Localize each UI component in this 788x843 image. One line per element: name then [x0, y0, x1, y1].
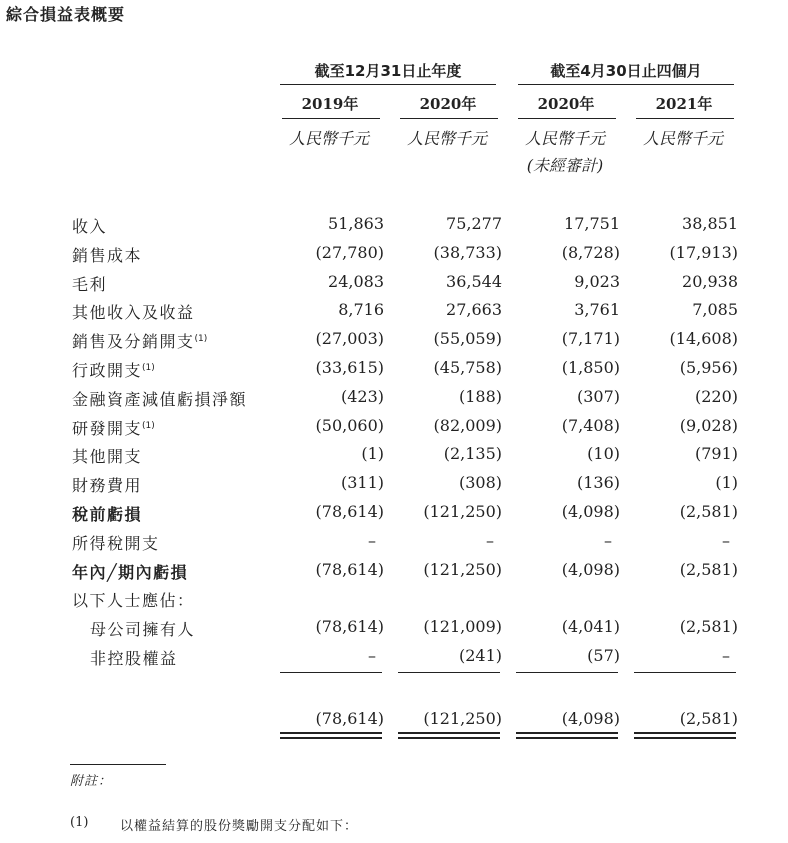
row-value: (1) — [361, 444, 384, 464]
table-row — [0, 617, 788, 641]
total-double-rule — [516, 732, 618, 734]
row-value: 20,938 — [682, 271, 738, 291]
row-value: (241) — [458, 646, 502, 665]
row-label-text: 其他開支 — [72, 447, 143, 467]
unit-label: 人民幣千元 — [524, 129, 605, 148]
row-label — [90, 646, 178, 669]
group-header-rule — [518, 84, 734, 85]
table-row — [0, 329, 788, 353]
total-value: (4,098) — [561, 709, 620, 728]
table-row — [0, 387, 788, 411]
row-label — [72, 387, 247, 410]
row-value: (311) — [340, 473, 384, 493]
row-value: (2,581) — [679, 617, 738, 637]
row-label — [72, 272, 107, 295]
table-row — [0, 300, 788, 324]
total-double-rule — [398, 732, 500, 734]
row-label-text: 銷售及分銷開支 — [72, 332, 195, 352]
row-value: 7,085 — [692, 300, 738, 320]
year-rule — [400, 118, 498, 119]
row-value: (78,614) — [315, 617, 384, 637]
row-label-text: 母公司擁有人 — [90, 620, 196, 640]
subtotal-rule — [398, 672, 500, 673]
total-double-rule — [634, 737, 736, 739]
row-value: (4,098) — [561, 502, 620, 521]
row-value: (45,758) — [433, 358, 502, 377]
row-label — [72, 560, 188, 583]
row-label — [72, 329, 207, 352]
table-row — [0, 531, 788, 555]
row-label-text: 其他收入及收益 — [72, 303, 195, 323]
row-value: (82,009) — [433, 415, 502, 435]
unit-label: 人民幣千元 — [288, 129, 369, 148]
notes-divider — [70, 764, 166, 765]
note-text: 以權益結算的股份獎勵開支分配如下： — [120, 819, 359, 834]
row-value: 27,663 — [446, 300, 502, 320]
row-label — [72, 214, 107, 237]
row-value: (121,009) — [423, 617, 502, 637]
row-label-text: 以下人士應佔： — [72, 591, 195, 611]
row-value: 36,544 — [446, 271, 502, 291]
row-value: (7,171) — [561, 329, 620, 349]
table-row — [0, 243, 788, 267]
total-row — [0, 709, 788, 733]
row-value: (2,581) — [679, 559, 738, 579]
row-value: (791) — [694, 444, 738, 464]
row-value: (38,733) — [433, 242, 502, 262]
row-label — [72, 300, 195, 323]
row-value: (8,728) — [561, 242, 620, 262]
table-row — [0, 588, 788, 612]
row-value: (27,780) — [315, 242, 384, 262]
row-value: (136) — [576, 473, 620, 493]
table-row — [0, 416, 788, 440]
row-label-text: 年內╱期內虧損 — [72, 562, 189, 582]
row-label-text: 行政開支 — [72, 361, 143, 380]
row-value: – — [486, 530, 494, 550]
row-value: (78,614) — [315, 559, 384, 579]
row-label-text: 金融資產減值虧損淨額 — [72, 389, 248, 409]
row-label — [72, 502, 142, 525]
row-value: (27,003) — [315, 329, 384, 349]
total-value: (2,581) — [679, 709, 738, 728]
row-value: (220) — [694, 386, 738, 406]
row-label-text: 收入 — [72, 217, 108, 236]
row-value: (308) — [458, 473, 502, 493]
table-row — [0, 358, 788, 382]
unaudited-label: (未經審計) — [526, 156, 604, 175]
year-header: 2021年 — [655, 95, 713, 113]
row-value: (10) — [587, 444, 620, 464]
row-value: (4,098) — [561, 559, 620, 579]
row-value: (188) — [458, 386, 502, 406]
notes-heading: 附註： — [70, 774, 113, 789]
row-label — [72, 243, 142, 266]
total-double-rule — [280, 737, 382, 739]
footnote-marker: (1) — [194, 334, 208, 345]
row-value: – — [604, 530, 612, 550]
row-value: (55,059) — [433, 329, 502, 349]
subtotal-rule — [516, 672, 618, 673]
row-value: (7,408) — [561, 415, 620, 435]
group-header-year: 截至12月31日止年度 — [314, 62, 462, 80]
row-value: (78,614) — [315, 502, 384, 521]
row-value: 3,761 — [574, 300, 620, 320]
row-value: (423) — [340, 386, 384, 406]
row-value: (121,250) — [423, 502, 502, 521]
unit-label: 人民幣千元 — [642, 129, 723, 148]
row-value: 9,023 — [574, 271, 620, 291]
row-label-text: 財務費用 — [72, 476, 143, 496]
row-label — [72, 531, 160, 554]
row-label — [72, 416, 155, 439]
row-label — [72, 444, 142, 467]
total-double-rule — [516, 737, 618, 739]
row-value: (1) — [715, 473, 738, 493]
row-label — [90, 617, 195, 640]
table-row — [0, 444, 788, 468]
row-label — [72, 588, 195, 611]
year-header: 2020年 — [537, 95, 595, 113]
table-row — [0, 502, 788, 526]
total-double-rule — [398, 737, 500, 739]
footnote-marker: (1) — [142, 363, 155, 373]
row-value: 51,863 — [328, 214, 384, 233]
row-label-text: 稅前虧損 — [72, 505, 143, 524]
row-value: (307) — [576, 386, 620, 406]
table-row — [0, 272, 788, 296]
row-label-text: 非控股權益 — [90, 649, 178, 668]
row-value: – — [722, 530, 730, 550]
row-value: (33,615) — [315, 358, 384, 377]
page-title: 綜合損益表概要 — [6, 5, 126, 24]
subtotal-rule — [280, 672, 382, 673]
row-value: 8,716 — [338, 300, 384, 320]
row-value: – — [368, 646, 376, 665]
row-value: (50,060) — [315, 415, 384, 435]
row-label-text: 毛利 — [72, 274, 108, 294]
row-value: (1,850) — [561, 358, 620, 377]
row-value: (5,956) — [679, 358, 738, 377]
row-value: (57) — [587, 646, 620, 665]
year-header: 2020年 — [419, 95, 477, 113]
row-label — [72, 358, 155, 381]
footnote-marker: (1) — [142, 420, 155, 431]
row-value: (2,581) — [679, 502, 738, 521]
row-value: (9,028) — [679, 415, 738, 435]
year-rule — [518, 118, 616, 119]
row-value: (17,913) — [669, 242, 738, 262]
row-value: (14,608) — [669, 329, 738, 349]
table-row — [0, 646, 788, 670]
subtotal-rule — [634, 672, 736, 673]
total-double-rule — [634, 732, 736, 734]
row-value: – — [368, 530, 376, 550]
row-value: 24,083 — [328, 271, 384, 291]
row-label-text: 所得稅開支 — [72, 533, 160, 553]
table-row — [0, 473, 788, 497]
row-value: – — [722, 646, 730, 665]
total-double-rule — [280, 732, 382, 734]
row-value: (2,135) — [443, 444, 502, 464]
row-label — [72, 473, 142, 496]
row-value: (121,250) — [423, 559, 502, 579]
total-value: (121,250) — [423, 709, 502, 728]
row-label-text: 研發開支 — [72, 418, 143, 438]
table-row — [0, 214, 788, 238]
row-value: 17,751 — [564, 214, 620, 233]
row-value: 75,277 — [446, 214, 502, 233]
year-rule — [282, 118, 380, 119]
group-header-period: 截至4月30日止四個月 — [550, 62, 702, 80]
unit-label: 人民幣千元 — [406, 129, 487, 148]
row-value: (4,041) — [561, 617, 620, 637]
year-rule — [636, 118, 734, 119]
table-row — [0, 560, 788, 584]
group-header-rule — [280, 84, 496, 85]
note-number: (1) — [70, 815, 89, 830]
row-label-text: 銷售成本 — [72, 245, 143, 265]
row-value: 38,851 — [682, 214, 738, 233]
total-value: (78,614) — [315, 709, 384, 728]
year-header: 2019年 — [301, 95, 359, 113]
